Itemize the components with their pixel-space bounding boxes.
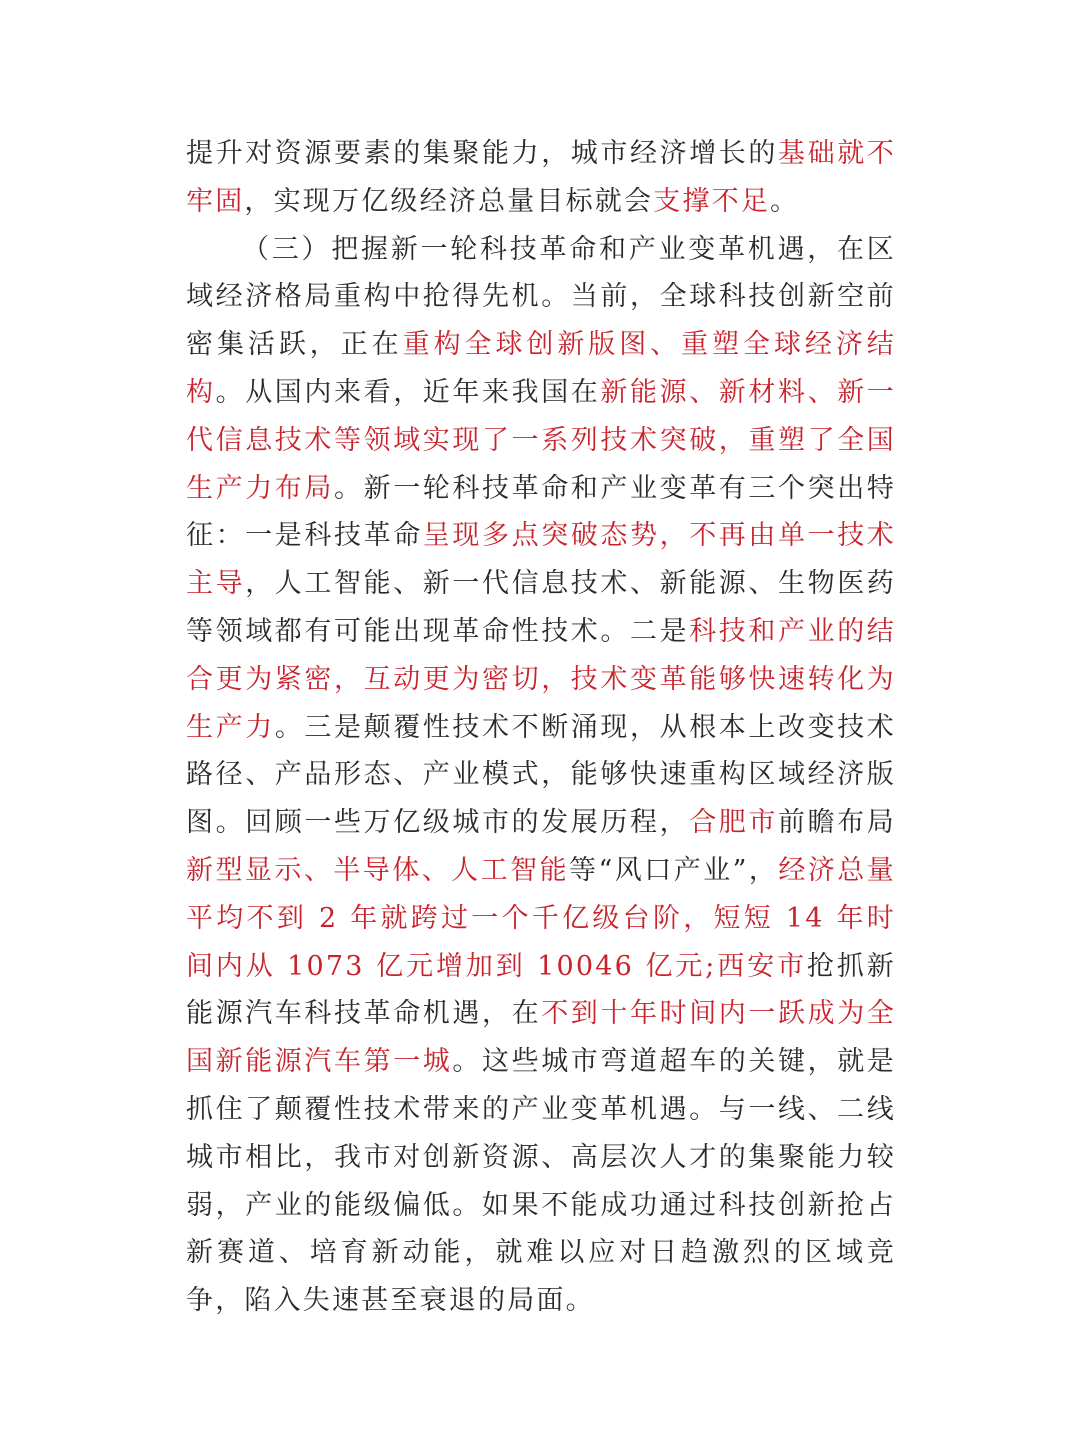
text-run: 抢抓新能源汽车科技革命机遇，在 (186, 950, 896, 1030)
highlighted-text: 基础就不牢固 (186, 138, 896, 217)
highlighted-text: 重构全球创新版图、重塑全球经济结构 (186, 329, 896, 408)
text-run: 。从国内来看，近年来我国在 (215, 376, 601, 408)
text-run: 提升对资源要素的集聚能力，城市经济增长的 (186, 138, 778, 169)
text-run: ，实现万亿级经济总量目标就会 (244, 185, 654, 217)
text-run: （三）把握新一轮科技革命和产业变革机遇，在区域经济格局重构中抢得先机。当前，全球科技创新空前密集活跃，正在 (186, 233, 896, 361)
text-run: 。新一轮科技革命和产业变革有三个突出特征：一是科技革命 (186, 472, 896, 552)
highlighted-text: 新型显示、半导体、人工智能 (186, 854, 570, 886)
text-run: 。 (770, 185, 800, 217)
document-body (186, 130, 896, 1325)
text-run: ，人工智能、新一代信息技术、新能源、生物医药等领域都有可能出现革命性技术。二是 (186, 568, 896, 647)
paragraph-1 (186, 130, 896, 226)
highlighted-text: 呈现多点突破态势，不再由单一技术主导 (186, 520, 896, 600)
text-run: 。三是颠覆性技术不断涌现，从根本上改变技术路径、产品形态、产业模式，能够快速重构区域经济版图。回顾一些万亿级城市的发展历程， (186, 711, 897, 839)
highlighted-text: 支撑不足 (653, 185, 771, 217)
text-run: 前瞻布局 (777, 807, 896, 839)
highlighted-text: 新能源、新材料、新一代信息技术等领域实现了一系列技术突破，重塑了全国生产力布局 (186, 376, 897, 504)
highlighted-text: 合肥市 (689, 807, 778, 839)
highlighted-text: 不到十年时间内一跃成为全国新能源汽车第一城 (186, 998, 896, 1078)
paragraph-2 (186, 226, 896, 1325)
text-run: 等“风口产业”， (569, 854, 779, 886)
highlighted-text: 科技和产业的结合更为紧密，互动更为密切，技术变革能够快速转化为生产力 (186, 615, 896, 743)
highlighted-text: 经济总量平均不到 2 年就跨过一个千亿级台阶，短短 14 年时间内从 1073 亿元增加到 10046 亿元;西安市 (186, 854, 896, 982)
text-run: 。这些城市弯道超车的关键，就是抓住了颠覆性技术带来的产业变革机遇。与一线、二线城市相比，我市对创新资源、高层次人才的集聚能力较弱，产业的能级偏低。如果不能成功通过科技创新抢占新赛道、培育新动能，就难以应对日趋激烈的区域竞争，陷入失速甚至衰退的局面。 (186, 1046, 896, 1317)
